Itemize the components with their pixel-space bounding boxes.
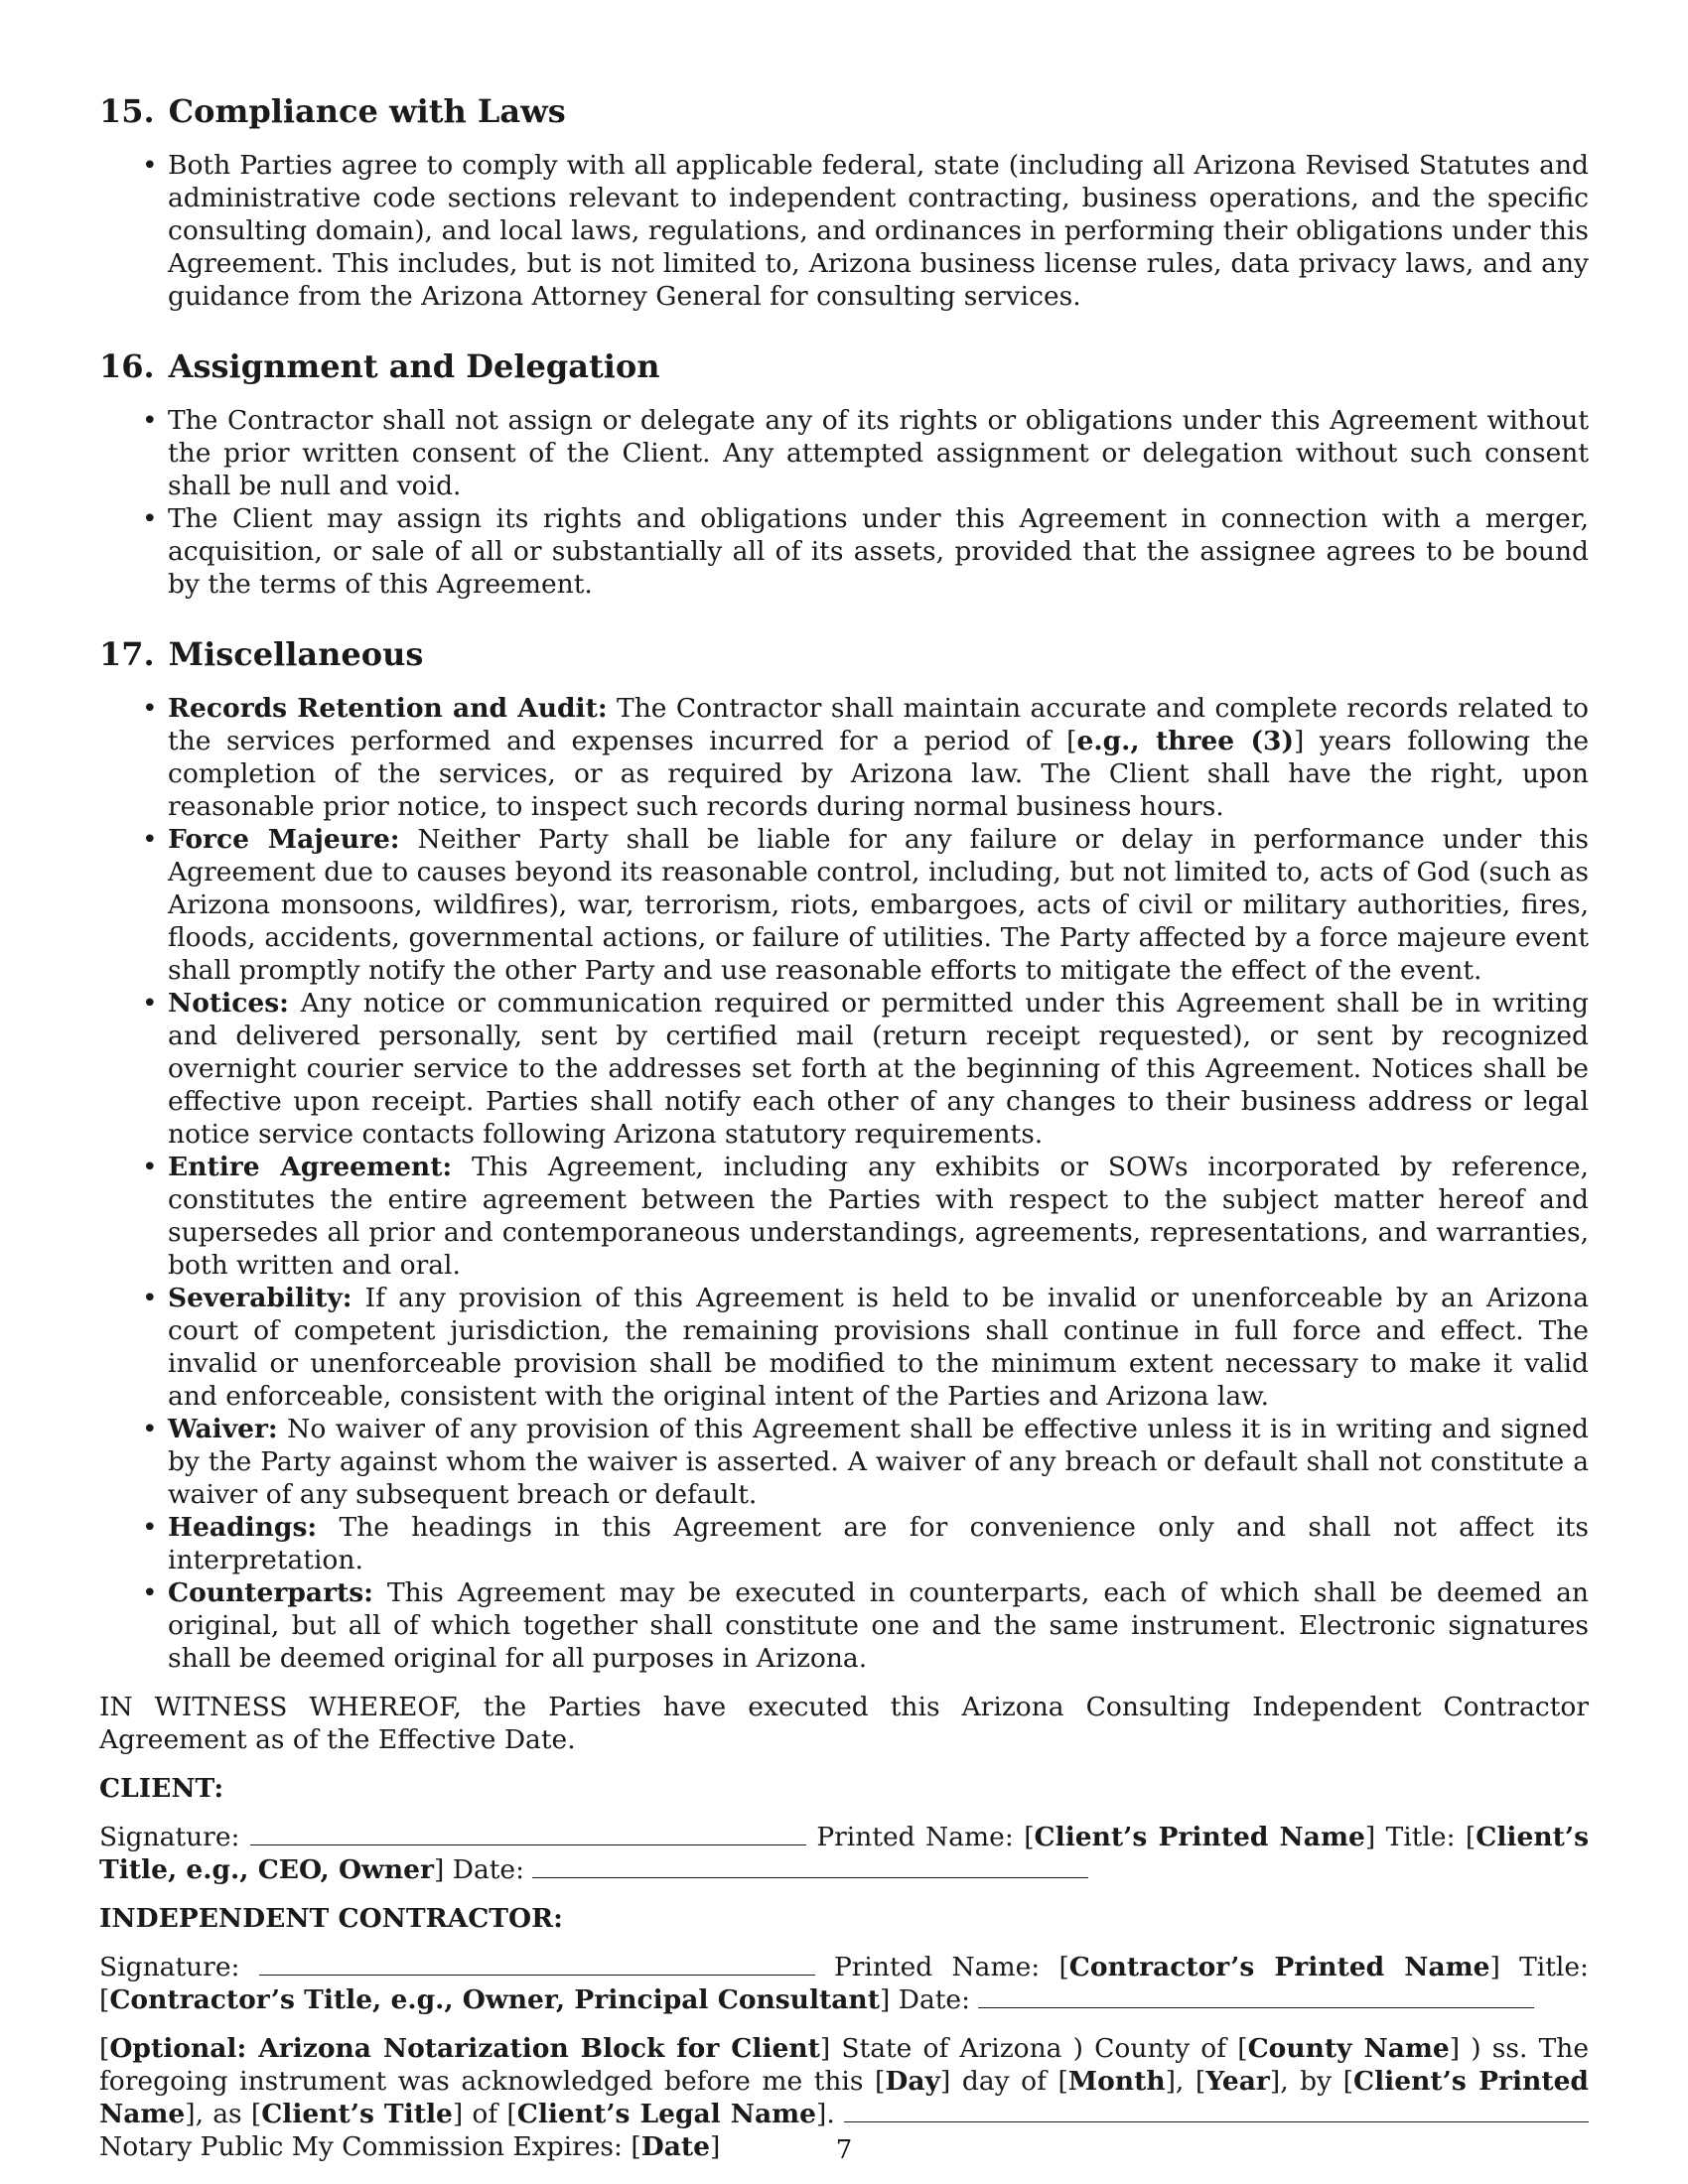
section-16 [99,346,1589,601]
section-heading: 16. Assignment and Delegation [99,347,660,385]
bullet-list [99,404,1589,601]
list-item: • Severability: If any provision of this Agreement is held to be invalid or unenforceable by an Arizona court of competent jurisdiction, the remaining provisions shall continue in full force and effect. The invalid or unenforceable provision shall be modified to the minimum extent necessary to make it valid and enforceable, consistent with the original intent of the Parties and Arizona law. [168,1282,1589,1413]
list-item: • Headings: The headings in this Agreement are for convenience only and shall not affect its interpretation. [168,1511,1589,1576]
list-item: • Both Parties agree to comply with all applicable federal, state (including all Arizona Revised Statutes and administrative code sections relevant to independent contracting, business operations, and the specific consulting domain), and local laws, regulations, and ordinances in performing their obligations under this Agreement. This includes, but is not limited to, Arizona business license rules, data privacy laws, and any guidance from the Arizona Attorney General for consulting services. [168,149,1589,313]
client-signature-block: Signature: Printed Name: [Client’s Printed Name] Title: [Client’s Title, e.g., CEO, Owner] Date: [99,1822,1589,1885]
notary-signature-line[interactable] [844,2098,1589,2122]
section-heading: 17. Miscellaneous [99,635,424,673]
client-date-line[interactable] [532,1853,1088,1878]
document-page [99,91,1589,2163]
list-item: • Force Majeure: Neither Party shall be liable for any failure or delay in performance under this Agreement due to causes beyond its reasonable control, including, but not limited to, acts of God (such as Arizona monsoons, wildfires), war, terrorism, riots, embargoes, acts of civil or military authorities, fires, floods, accidents, governmental actions, or failure of utilities. The Party affected by a force majeure event shall promptly notify the other Party and use reasonable efforts to mitigate the effect of the event. [168,823,1589,987]
bullet-list [99,692,1589,1675]
section-17 [99,634,1589,1675]
page-number: 7 [835,2135,853,2165]
list-item: • Notices: Any notice or communication required or permitted under this Agreement shall be in writing and delivered personally, sent by certified mail (return receipt requested), or sent by recognized overnight courier service to the addresses set forth at the beginning of this Agreement. Notices shall be effective upon receipt. Parties shall notify each other of any changes to their business address or legal notice service contacts following Arizona statutory requirements. [168,987,1589,1151]
list-item: • Counterparts: This Agreement may be executed in counterparts, each of which shall be deemed an original, but all of which together shall constitute one and the same instrument. Electronic signatures shall be deemed original for all purposes in Arizona. [168,1576,1589,1675]
contractor-date-line[interactable] [978,1983,1534,2008]
list-item: • The Client may assign its rights and obligations under this Agreement in connection with a merger, acquisition, or sale of all or substantially all of its assets, provided that the assignee agrees to be bound by the terms of this Agreement. [168,502,1589,601]
contractor-signature-line[interactable] [259,1951,815,1976]
bullet-list [99,149,1589,313]
contractor-label: INDEPENDENT CONTRACTOR: [99,1903,563,1934]
client-label: CLIENT: [99,1773,224,1804]
list-item: • Waiver: No waiver of any provision of this Agreement shall be effective unless it is in writing and signed by the Party against whom the waiver is asserted. A waiver of any breach or default shall not constitute a waiver of any subsequent breach or default. [168,1413,1589,1511]
list-item-records: • Records Retention and Audit: The Contractor shall maintain accurate and complete records related to the services performed and expenses incurred for a period of [e.g., three (3)] years following the completion of the services, or as required by Arizona law. The Client shall have the right, upon reasonable prior notice, to inspect such records during normal business hours. [168,692,1589,823]
witness-paragraph: IN WITNESS WHEREOF, the Parties have executed this Arizona Consulting Independent Contractor Agreement as of the Effective Date. [99,1692,1589,1755]
notary-block: [Optional: Arizona Notarization Block for Client] State of Arizona ) County of [County Name] ) ss. The foregoing instrument was acknowledged before me this [Day] day of [Month], [Year], by [Client’s Printed Name], as [Client’s Title] of [Client’s Legal Name]. Notary Public My Commission Expires: [Date] [99,2033,1589,2162]
section-heading: 15. Compliance with Laws [99,92,566,130]
section-15 [99,91,1589,313]
list-item: • The Contractor shall not assign or delegate any of its rights or obligations under this Agreement without the prior written consent of the Client. Any attempted assignment or delegation without such consent shall be null and void. [168,404,1589,502]
list-item: • Entire Agreement: This Agreement, including any exhibits or SOWs incorporated by reference, constitutes the entire agreement between the Parties with respect to the subject matter hereof and supersedes all prior and contemporaneous understandings, agreements, representations, and warranties, both written and oral. [168,1151,1589,1282]
contractor-signature-block: Signature: Printed Name: [Contractor’s Printed Name] Title: [Contractor’s Title, e.g., Owner, Principal Consultant] Date: [99,1952,1589,2015]
client-signature-line[interactable] [250,1821,806,1845]
